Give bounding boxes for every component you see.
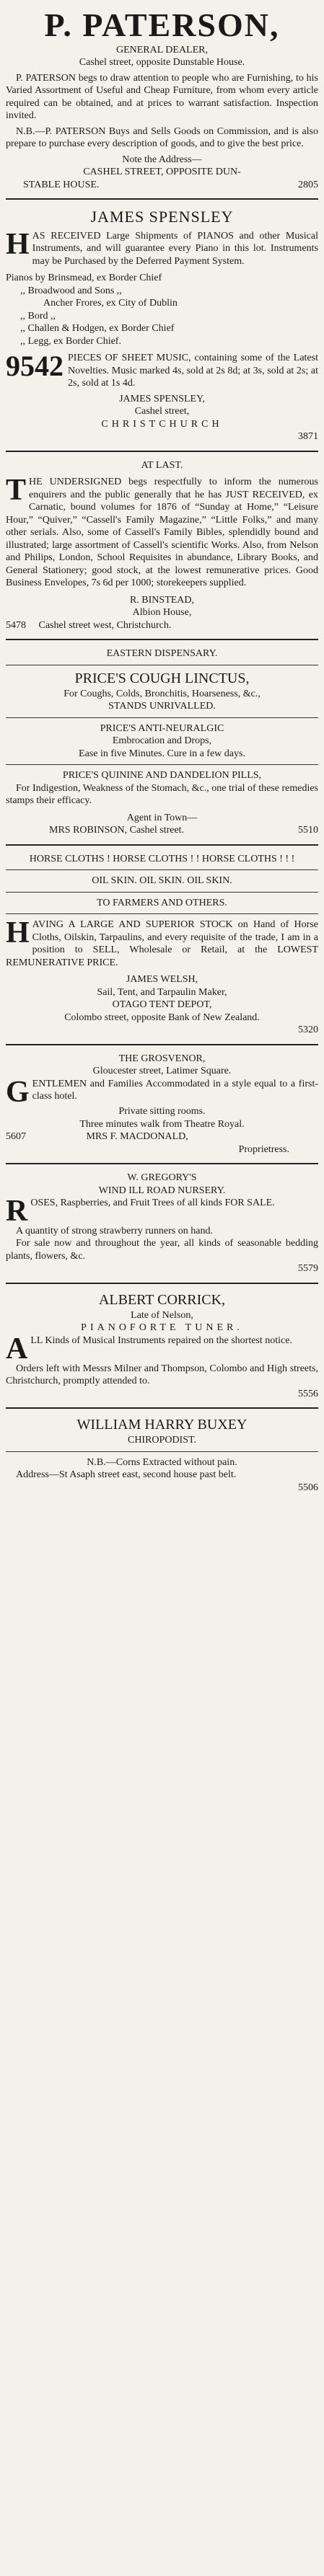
welsh-sig-trade: Sail, Tent, and Tarpaulin Maker, xyxy=(97,986,227,998)
corrick-heading: ALBERT CORRICK, xyxy=(98,1291,226,1308)
dispensary-ref: 5510 xyxy=(298,825,318,836)
paterson-body: P. PATERSON begs to draw attention to people who are Furnishing, to his Varied Assortment of Useful and Cheap Furniture, from whom every article required can be obtained, and at prices to warrant satisfaction. Inspection invited. xyxy=(6,72,318,122)
buxey-trade: CHIROPODIST. xyxy=(127,1435,197,1446)
corrick-dropcap: A xyxy=(6,1332,28,1366)
binstead-footer xyxy=(6,619,318,632)
paterson-heading: P. PATERSON, xyxy=(44,6,280,43)
divider xyxy=(6,892,318,893)
spensley-sig-name: JAMES SPENSLEY, xyxy=(119,393,205,404)
divider xyxy=(6,1044,318,1045)
welsh-sig-depot: OTAGO TENT DEPOT, xyxy=(112,999,212,1011)
paterson-nb: N.B.—P. PATERSON Buys and Sells Goods on Commission, and is also prepare to purchase every description of goods, and to give the best price. xyxy=(6,125,318,150)
linctus-for: For Coughs, Colds, Bronchitis, Hoarseness, &c., xyxy=(64,688,260,699)
spensley-music: PIECES OF SHEET MUSIC, containing some of the Latest Novelties. Music marked 4s, sold at 2s 8d; at 3s, sold at 2s; at 2s, sold at 1s 4d. xyxy=(68,353,318,389)
corrick-trade: PIANOFORTE TUNER. xyxy=(81,1322,243,1334)
grosvenor-rooms: Private sitting rooms. xyxy=(118,1106,206,1117)
divider xyxy=(6,844,318,846)
welsh-body: AVING A LARGE AND SUPERIOR STOCK on Hand of Horse Cloths, Oilskin, Tarpaulins, and every requisite of the trade, I am in a position to SELL, Wholesale or Retail, at the LOWEST REMUNERATIVE PRICE. xyxy=(6,919,318,968)
grosvenor-heading: THE GROSVENOR, xyxy=(118,1053,206,1064)
corrick-advert xyxy=(6,1288,318,1403)
grosvenor-sig-row xyxy=(6,1130,318,1143)
binstead-sig-house: Albion House, xyxy=(132,607,192,619)
gregory-heading: W. GREGORY'S xyxy=(127,1172,197,1184)
spensley-intro-row xyxy=(6,227,318,268)
spensley-advert xyxy=(6,204,318,446)
grosvenor-body-row xyxy=(6,1075,318,1109)
grosvenor-sig-title: Proprietress. xyxy=(238,1143,289,1155)
grosvenor-sub: Gloucester street, Latimer Square. xyxy=(92,1066,232,1077)
divider xyxy=(6,1451,318,1452)
welsh-body-row xyxy=(6,916,318,969)
gregory-dropcap: R xyxy=(6,1195,28,1229)
divider xyxy=(6,913,318,914)
paterson-ref: 2805 xyxy=(298,179,318,190)
binstead-advert xyxy=(6,456,318,635)
piano-item: Ancher Frores, ex City of Dublin xyxy=(43,298,178,309)
spensley-heading: JAMES SPENSLEY xyxy=(90,208,234,226)
piano-item: ,, Legg, ex Border Chief. xyxy=(20,335,121,347)
paterson-dealer: GENERAL DEALER, xyxy=(115,44,209,56)
grosvenor-ref: 5607 xyxy=(6,1131,26,1143)
newspaper-column xyxy=(6,0,318,1497)
paterson-advert xyxy=(6,4,318,194)
gregory-ref: 5579 xyxy=(298,1263,318,1275)
oil-skin-line: OIL SKIN. OIL SKIN. OIL SKIN. xyxy=(92,875,232,887)
divider xyxy=(6,198,318,200)
spensley-dropcap: H xyxy=(6,227,30,261)
quinine-title: PRICE'S QUININE AND DANDELION PILLS, xyxy=(62,770,262,782)
spensley-music-row xyxy=(6,352,318,390)
paterson-address-line1: CASHEL STREET, OPPOSITE DUN- xyxy=(83,167,241,178)
spensley-ref-row xyxy=(6,430,318,443)
dispensary-advert xyxy=(6,645,318,840)
farmers-line: TO FARMERS AND OTHERS. xyxy=(97,897,227,908)
corrick-sub: Late of Nelson, xyxy=(131,1309,193,1321)
dispensary-heading: EASTERN DISPENSARY. xyxy=(106,648,218,660)
corrick-ref: 5556 xyxy=(298,1388,318,1399)
linctus-claim: STANDS UNRIVALLED. xyxy=(108,701,216,712)
paterson-address-line2: STABLE HOUSE. xyxy=(23,179,100,190)
piano-item: ,, Broadwood and Sons ,, xyxy=(20,285,122,296)
divider xyxy=(6,717,318,718)
welsh-advert xyxy=(6,850,318,1040)
paterson-address: Cashel street, opposite Dunstable House. xyxy=(79,57,245,68)
gregory-body-row xyxy=(6,1195,318,1229)
paterson-note: Note the Address— xyxy=(122,154,202,165)
grosvenor-dropcap: G xyxy=(6,1075,30,1109)
grosvenor-body: ENTLEMEN and Families Accommodated in a style equal to a first-class hotel. xyxy=(32,1078,318,1102)
welsh-ref-row xyxy=(6,1024,318,1037)
binstead-body-row xyxy=(6,476,318,590)
divider xyxy=(6,639,318,640)
welsh-ref: 5320 xyxy=(298,1024,318,1036)
divider xyxy=(6,1283,318,1284)
welsh-sig-name: JAMES WELSH, xyxy=(126,974,198,986)
divider xyxy=(6,451,318,452)
dispensary-agent: Agent in Town— xyxy=(126,812,198,823)
buxey-ref-row xyxy=(6,1482,318,1495)
spensley-ref: 3871 xyxy=(298,431,318,443)
buxey-address: Address—St Asaph street east, second house past belt. xyxy=(16,1469,237,1481)
buxey-ref: 5506 xyxy=(298,1482,318,1493)
divider xyxy=(6,869,318,870)
anti-body: Ease in five Minutes. Cure in a few days. xyxy=(79,748,245,759)
buxey-nb: N.B.—Corns Extracted without pain. xyxy=(87,1456,237,1468)
dispensary-agent-name: MRS ROBINSON, Cashel street. xyxy=(49,825,185,836)
piano-item: Pianos by Brinsmead, ex Border Chief xyxy=(6,273,162,284)
gregory-quantity: A quantity of strong strawberry runners on hand. xyxy=(16,1225,213,1236)
quinine-body: For Indigestion, Weakness of the Stomach, &c., one trial of these remedies stamps their efficacy. xyxy=(6,782,318,807)
gregory-body: OSES, Raspberries, and Fruit Trees of all kinds FOR SALE. xyxy=(30,1198,275,1209)
corrick-body-row xyxy=(6,1332,318,1366)
divider xyxy=(6,1163,318,1164)
piano-item: ,, Challen & Hodgen, ex Border Chief xyxy=(20,323,175,335)
gregory-advert xyxy=(6,1169,318,1278)
gregory-sale: For sale now and throughout the year, all kinds of seasonable bedding plants, flowers, &c. xyxy=(6,1238,318,1262)
spensley-sig-street: Cashel street, xyxy=(134,406,190,417)
binstead-body: HE UNDERSIGNED begs respectfully to inform the numerous enquirers and the public generally that he has JUST RECEIVED, ex Carnatic, bound volumes for 1876 of “Sunday at Home,” “Leisure Hour,” “Quiver,” “Cassell's Family Magazine,” “Little Folks,” and many other serials. Also, some of Cassell's Family Bibles, splendidly bound and illustrated; large assortment of Cassell's scientific Works. Also, from Nelson and Philips, London, School Requisites in abundance, Library Books, and General Stationery; good stock, at the lowest remunerative prices. Good Business Envelopes, 7s 6d per 1000; storekeepers supplied. xyxy=(6,477,318,589)
spensley-number: 9542 xyxy=(6,350,64,383)
binstead-heading: AT LAST. xyxy=(141,459,183,471)
gregory-ref-row xyxy=(6,1262,318,1275)
corrick-body: LL Kinds of Musical Instruments repaired on the shortest notice. xyxy=(30,1335,292,1346)
spensley-sig-town: CHRISTCHURCH xyxy=(101,418,223,430)
spensley-intro: AS RECEIVED Large Shipments of PIANOS and other Musical Instruments, and will guarantee every Piano in this lot. Instruments may be Purchased by the Deferred Payment System. xyxy=(32,230,318,267)
buxey-advert xyxy=(6,1413,318,1497)
buxey-heading: WILLIAM HARRY BUXEY xyxy=(76,1417,248,1433)
linctus-title: PRICE'S COUGH LINCTUS, xyxy=(74,670,250,686)
binstead-dropcap: T xyxy=(6,474,27,508)
piano-item: ,, Bord ,, xyxy=(20,310,56,322)
paterson-address-line2-row xyxy=(6,179,318,192)
grosvenor-sig-name: MRS F. MACDONALD, xyxy=(86,1131,188,1143)
welsh-dropcap: H xyxy=(6,916,30,950)
binstead-address: Cashel street west, Christchurch. xyxy=(38,619,172,631)
corrick-orders: Orders left with Messrs Milner and Thompson, Colombo and High streets, Christchurch, promptly attended to. xyxy=(6,1363,318,1387)
grosvenor-walk: Three minutes walk from Theatre Royal. xyxy=(79,1118,245,1130)
divider xyxy=(6,764,318,765)
binstead-ref: 5478 xyxy=(6,619,26,631)
welsh-sig-addr: Colombo street, opposite Bank of New Zealand. xyxy=(64,1012,260,1023)
corrick-ref-row xyxy=(6,1388,318,1401)
spensley-piano-list xyxy=(6,272,318,348)
horse-cloths-line: HORSE CLOTHS ! HORSE CLOTHS ! ! HORSE CLOTHS ! ! ! xyxy=(29,853,295,864)
divider xyxy=(6,1407,318,1409)
gregory-sub: WIND ILL ROAD NURSERY. xyxy=(98,1185,226,1196)
dispensary-agent-row xyxy=(6,824,318,837)
binstead-sig-name: R. BINSTEAD, xyxy=(129,594,195,606)
anti-title: PRICE'S ANTI-NEURALGIC xyxy=(100,722,224,734)
grosvenor-advert xyxy=(6,1050,318,1159)
anti-sub: Embrocation and Drops, xyxy=(112,735,212,747)
